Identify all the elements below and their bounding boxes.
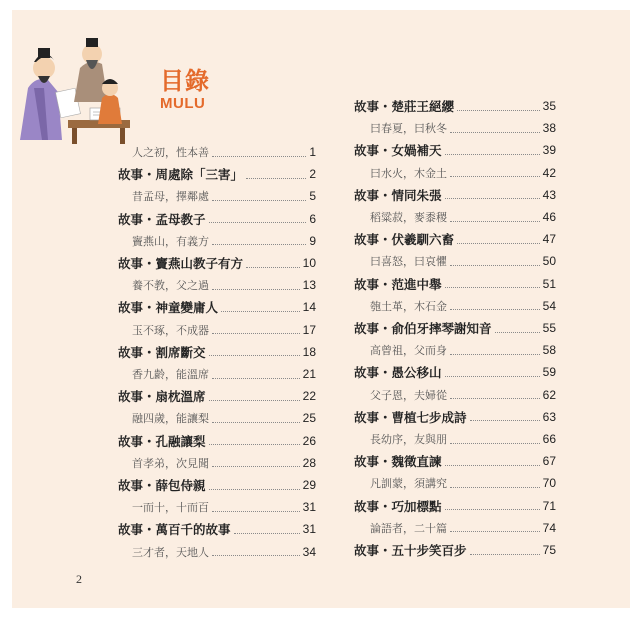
entry-title: 故事・女媧補天 — [354, 143, 442, 159]
toc-verse-entry[interactable] — [370, 296, 556, 316]
toc-verse-entry[interactable] — [132, 320, 316, 340]
entry-page-number: 26 — [302, 433, 316, 448]
entry-title: 曰喜怒，曰哀懼 — [370, 255, 447, 269]
entry-title: 故事・曹植七步成詩 — [354, 409, 467, 425]
dot-leader — [212, 289, 300, 290]
entry-page-number: 13 — [302, 278, 316, 293]
toc-verse-entry[interactable] — [370, 340, 556, 360]
dot-leader — [246, 178, 306, 179]
entry-title: 故事・扇枕溫席 — [118, 389, 206, 405]
entry-title: 故事・巧加標點 — [354, 498, 442, 514]
entry-page-number: 2 — [309, 167, 316, 182]
entry-page-number: 63 — [542, 409, 556, 424]
dot-leader — [450, 176, 540, 177]
entry-page-number: 74 — [542, 520, 556, 535]
entry-title: 論語者，二十篇 — [370, 521, 447, 535]
entry-title: 故事・神童變庸人 — [118, 300, 219, 316]
entry-title: 養不教，父之過 — [132, 279, 209, 293]
entry-page-number: 25 — [302, 411, 316, 426]
entry-page-number: 42 — [542, 165, 556, 180]
entry-title: 故事・萬百千的故事 — [118, 522, 231, 538]
toc-story-entry[interactable] — [354, 96, 556, 116]
page-number: 2 — [76, 572, 82, 586]
entry-page-number: 35 — [542, 99, 556, 113]
toc-verse-entry[interactable] — [370, 118, 556, 138]
page-title: 目錄 — [160, 67, 210, 95]
dot-leader — [221, 311, 300, 312]
toc-verse-entry[interactable] — [132, 542, 316, 562]
entry-page-number: 54 — [542, 298, 556, 313]
entry-title: 昔孟母，擇鄰處 — [132, 190, 209, 204]
toc-story-entry[interactable] — [118, 209, 316, 229]
entry-page-number: 5 — [309, 189, 316, 204]
toc-story-entry[interactable] — [354, 496, 556, 516]
entry-title: 三才者，天地人 — [132, 545, 209, 559]
entry-page-number: 9 — [309, 233, 316, 248]
toc-story-entry[interactable] — [118, 342, 316, 362]
dot-leader — [457, 110, 540, 111]
entry-page-number: 31 — [302, 522, 316, 537]
toc-story-entry[interactable] — [354, 318, 556, 338]
dot-leader — [212, 466, 300, 467]
entry-title: 故事・竇燕山教子有方 — [118, 256, 244, 271]
entry-title: 融四歲，能讓梨 — [132, 412, 209, 426]
toc-verse-entry[interactable] — [132, 497, 316, 517]
dot-leader — [470, 420, 540, 421]
entry-title: 故事・割席斷交 — [118, 344, 206, 360]
dot-leader — [209, 355, 300, 356]
entry-page-number: 1 — [309, 145, 316, 159]
entry-title: 故事・范進中舉 — [354, 276, 442, 292]
entry-title: 父子恩，夫婦從 — [370, 388, 447, 402]
toc-story-entry[interactable] — [354, 229, 556, 249]
entry-page-number: 66 — [542, 432, 556, 446]
toc-story-entry[interactable] — [118, 431, 316, 451]
toc-verse-entry[interactable] — [132, 408, 316, 428]
dot-leader — [445, 509, 540, 510]
entry-title: 故事・五十步笑百步 — [354, 543, 467, 558]
entry-page-number: 14 — [302, 300, 316, 315]
entry-page-number: 31 — [302, 500, 316, 515]
entry-title: 故事・薛包侍親 — [118, 478, 206, 493]
dot-leader — [212, 333, 300, 334]
entry-page-number: 55 — [542, 321, 556, 335]
entry-title: 故事・愚公移山 — [354, 365, 442, 381]
entry-title: 長幼序，友與朋 — [370, 433, 447, 446]
dot-leader — [450, 487, 540, 488]
dot-leader — [212, 244, 306, 245]
entry-title: 竇燕山，有義方 — [132, 234, 209, 248]
dot-leader — [470, 554, 540, 555]
dot-leader — [445, 465, 540, 466]
entry-page-number: 75 — [542, 543, 556, 557]
entry-title: 故事・孔融讓梨 — [118, 433, 206, 449]
dot-leader — [450, 354, 540, 355]
toc-verse-entry[interactable] — [370, 385, 556, 405]
entry-title: 凡訓蒙，須講究 — [370, 477, 447, 491]
dot-leader — [450, 531, 540, 532]
entry-page-number: 46 — [542, 210, 556, 224]
dot-leader — [450, 132, 540, 133]
toc-verse-entry[interactable] — [370, 207, 556, 227]
entry-title: 故事・周處除「三害」 — [118, 167, 244, 183]
entry-page-number: 43 — [542, 187, 556, 202]
toc-verse-entry[interactable] — [370, 518, 556, 538]
toc-story-entry[interactable] — [354, 407, 556, 427]
toc-story-entry[interactable] — [118, 475, 316, 495]
entry-page-number: 10 — [302, 256, 316, 270]
entry-title: 故事・魏徵直諫 — [354, 454, 442, 470]
entry-title: 稻粱菽，麥黍稷 — [370, 211, 447, 224]
toc-story-entry[interactable] — [118, 386, 316, 406]
entry-title: 故事・楚莊王絕纓 — [354, 99, 455, 114]
teacher-student-illustration — [14, 28, 134, 146]
dot-leader — [450, 398, 540, 399]
dot-leader — [457, 243, 540, 244]
entry-page-number: 39 — [542, 143, 556, 158]
toc-verse-entry[interactable] — [370, 251, 556, 271]
dot-leader — [445, 198, 540, 199]
dot-leader — [212, 511, 300, 512]
toc-story-entry[interactable] — [354, 274, 556, 294]
toc-story-entry[interactable] — [354, 362, 556, 382]
toc-verse-entry[interactable] — [370, 429, 556, 449]
dot-leader — [212, 378, 300, 379]
dot-leader — [234, 533, 300, 534]
toc-story-entry[interactable] — [118, 164, 316, 184]
entry-page-number: 34 — [302, 544, 316, 559]
dot-leader — [495, 332, 540, 333]
toc-heading — [160, 68, 210, 112]
dot-leader — [450, 309, 540, 310]
entry-page-number: 70 — [542, 476, 556, 491]
entry-page-number: 58 — [542, 343, 556, 358]
toc-verse-entry[interactable] — [132, 231, 316, 251]
entry-page-number: 21 — [302, 367, 316, 381]
dot-leader — [212, 422, 300, 423]
entry-title: 高曾祖，父而身 — [370, 344, 447, 358]
entry-page-number: 71 — [542, 498, 556, 513]
entry-title: 故事・俞伯牙摔琴謝知音 — [354, 321, 492, 336]
dot-leader — [445, 154, 540, 155]
dot-leader — [246, 267, 300, 268]
entry-title: 曰水火，木金土 — [370, 166, 447, 180]
dot-leader — [450, 443, 540, 444]
toc-story-entry[interactable] — [118, 297, 316, 317]
dot-leader — [450, 221, 540, 222]
dot-leader — [212, 200, 306, 201]
entry-title: 故事・孟母教子 — [118, 211, 206, 227]
entry-page-number: 59 — [542, 365, 556, 380]
dot-leader — [209, 222, 307, 223]
entry-title: 人之初，性本善 — [132, 146, 209, 159]
toc-verse-entry[interactable] — [370, 163, 556, 183]
entry-page-number: 50 — [542, 254, 556, 269]
toc-story-entry[interactable] — [354, 540, 556, 560]
entry-page-number: 51 — [542, 276, 556, 291]
entry-title: 曰春夏，曰秋冬 — [370, 122, 447, 136]
entry-page-number: 6 — [309, 211, 316, 226]
entry-page-number: 29 — [302, 478, 316, 492]
entry-page-number: 62 — [542, 387, 556, 402]
toc-story-entry[interactable] — [354, 185, 556, 205]
page-subtitle: MULU — [160, 95, 206, 112]
entry-title: 一而十，十而百 — [132, 501, 209, 515]
dot-leader — [212, 156, 306, 157]
entry-page-number: 47 — [542, 232, 556, 247]
entry-title: 香九齡，能溫席 — [132, 368, 209, 381]
toc-story-entry[interactable] — [118, 253, 316, 273]
entry-page-number: 38 — [542, 121, 556, 136]
toc-story-entry[interactable] — [118, 519, 316, 539]
entry-title: 首孝弟，次見聞 — [132, 456, 209, 470]
toc-verse-entry[interactable] — [132, 142, 316, 162]
toc-story-entry[interactable] — [354, 140, 556, 160]
dot-leader — [445, 287, 540, 288]
toc-verse-entry[interactable] — [370, 473, 556, 493]
entry-page-number: 67 — [542, 454, 556, 469]
entry-title: 玉不琢，不成器 — [132, 323, 209, 337]
dot-leader — [209, 489, 300, 490]
dot-leader — [450, 265, 540, 266]
entry-title: 故事・情同朱張 — [354, 187, 442, 203]
toc-verse-entry[interactable] — [132, 186, 316, 206]
toc-story-entry[interactable] — [354, 451, 556, 471]
entry-page-number: 22 — [302, 389, 316, 404]
dot-leader — [445, 376, 540, 377]
entry-page-number: 28 — [302, 455, 316, 470]
toc-verse-entry[interactable] — [132, 453, 316, 473]
toc-verse-entry[interactable] — [132, 275, 316, 295]
dot-leader — [209, 444, 300, 445]
entry-title: 故事・伏羲馴六畜 — [354, 232, 455, 248]
dot-leader — [209, 400, 300, 401]
entry-title: 匏土革，木石金 — [370, 299, 447, 313]
entry-page-number: 17 — [302, 322, 316, 337]
toc-verse-entry[interactable] — [132, 364, 316, 384]
entry-page-number: 18 — [302, 344, 316, 359]
dot-leader — [212, 555, 300, 556]
